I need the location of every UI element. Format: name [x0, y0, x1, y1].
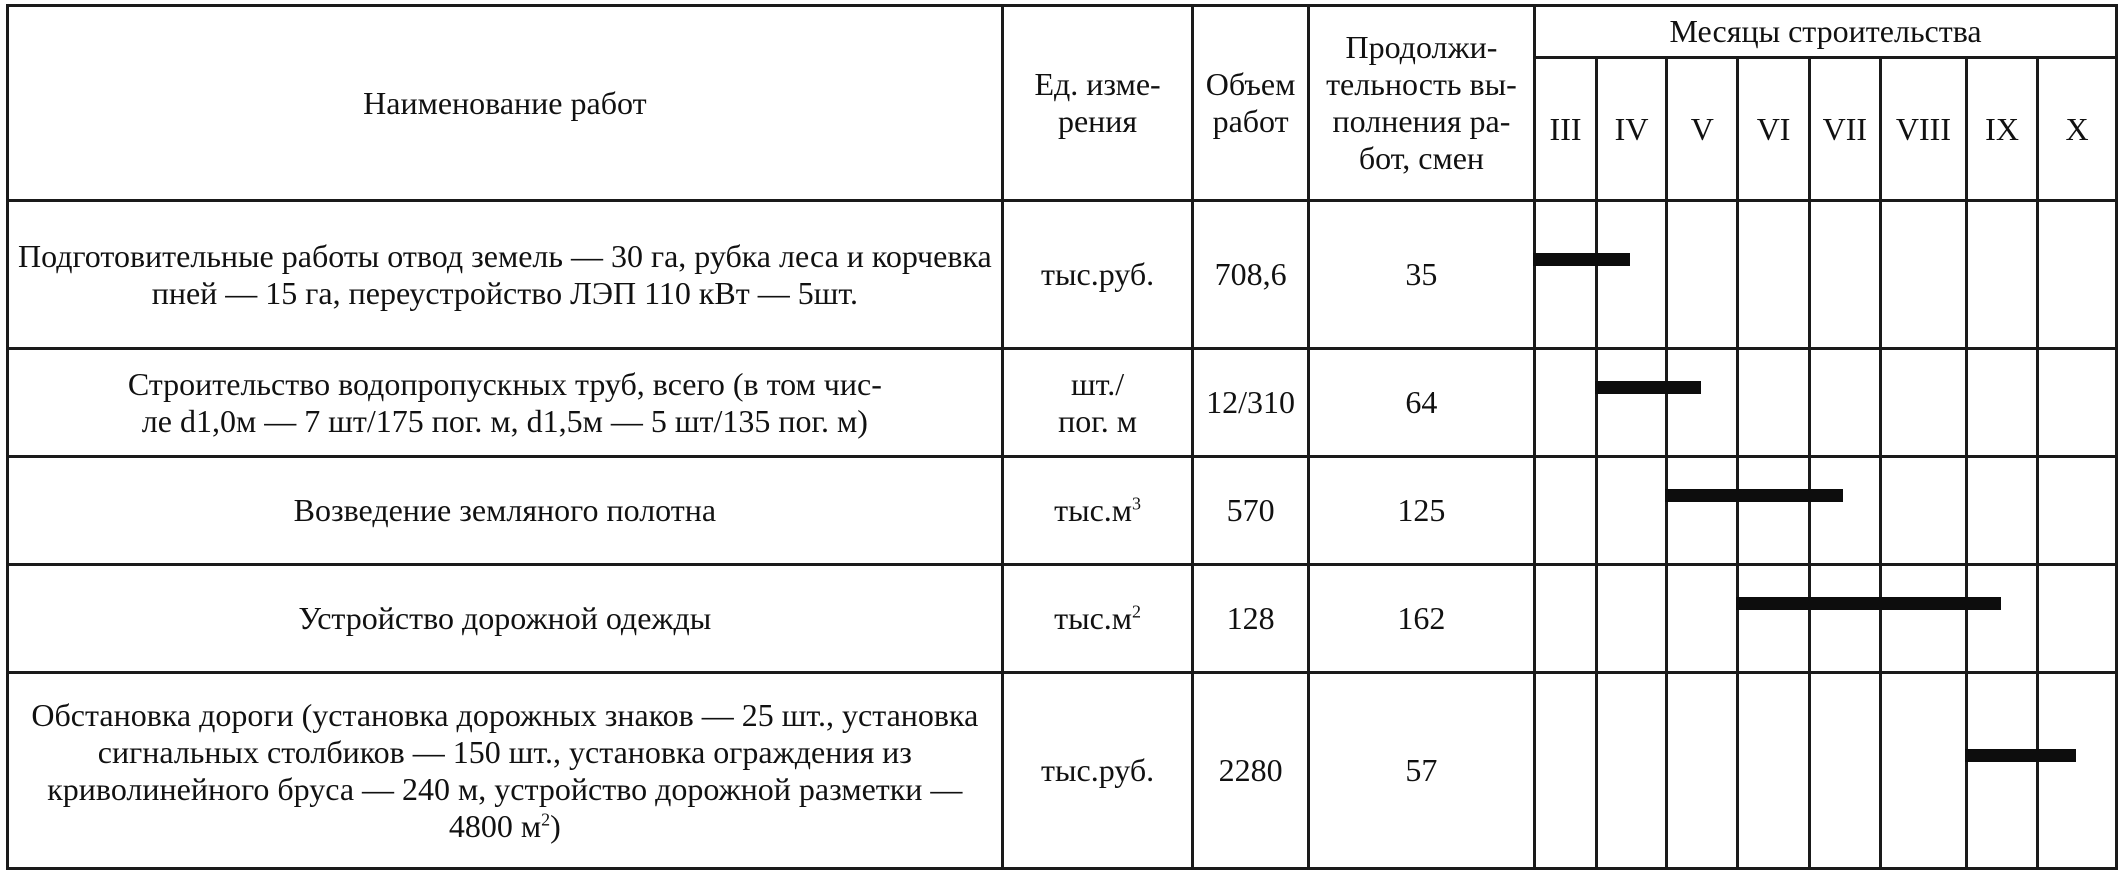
work-duration: 57 — [1308, 673, 1534, 869]
header-work-name: Наименование работ — [8, 6, 1003, 201]
table-row — [8, 201, 2117, 349]
month-header: VI — [1738, 58, 1809, 201]
gantt-bar — [1736, 597, 2000, 610]
work-duration: 64 — [1308, 349, 1534, 457]
month-header: VII — [1809, 58, 1880, 201]
month-divider — [2036, 566, 2039, 671]
month-divider — [1665, 202, 1668, 347]
month-header: V — [1667, 58, 1738, 201]
gantt-track — [1536, 202, 2115, 347]
header-unit: Ед. изме- рения — [1002, 6, 1193, 201]
month-divider — [1808, 350, 1811, 455]
month-divider — [1736, 674, 1739, 867]
month-divider — [1965, 566, 1968, 671]
gantt-bar — [1665, 489, 1843, 502]
month-divider — [1808, 674, 1811, 867]
month-divider — [1736, 202, 1739, 347]
work-name: Устройство дорожной одежды — [8, 565, 1003, 673]
gantt-cell — [1535, 457, 2117, 565]
work-volume: 128 — [1193, 565, 1308, 673]
month-header: IV — [1596, 58, 1666, 201]
gantt-cell — [1535, 201, 2117, 349]
gantt-cell — [1535, 349, 2117, 457]
gantt-track — [1536, 350, 2115, 455]
month-divider — [1965, 458, 1968, 563]
month-divider — [1808, 458, 1811, 563]
work-volume: 708,6 — [1193, 201, 1308, 349]
month-divider — [1879, 350, 1882, 455]
month-divider — [1965, 674, 1968, 867]
month-divider — [1595, 350, 1598, 455]
month-header: VIII — [1880, 58, 1966, 201]
work-unit: тыс.руб. — [1002, 201, 1193, 349]
month-divider — [1665, 674, 1668, 867]
work-volume: 570 — [1193, 457, 1308, 565]
gantt-bar — [1533, 253, 1630, 266]
month-divider — [1595, 566, 1598, 671]
work-name: Обстановка дороги (установка дорожных знаков — 25 шт., установка сигнальных столбиков — 150 шт., установка ограждения из криволинейного бруса — 240 м, устройство дорожной разметки — 4800 $м^2$) — [8, 673, 1003, 869]
work-unit: $тыс.м^2$ — [1002, 565, 1193, 673]
month-divider — [1965, 202, 1968, 347]
month-divider — [1736, 458, 1739, 563]
month-divider — [1736, 566, 1739, 671]
month-divider — [1736, 350, 1739, 455]
header-volume: Объем работ — [1193, 6, 1308, 201]
month-divider — [1595, 458, 1598, 563]
month-divider — [1879, 202, 1882, 347]
gantt-cell — [1535, 565, 2117, 673]
work-volume: 2280 — [1193, 673, 1308, 869]
month-header: X — [2038, 58, 2117, 201]
header-duration: Продолжи- тельность вы- полнения ра- бот, смен — [1308, 6, 1534, 201]
month-divider — [1665, 566, 1668, 671]
month-divider — [1808, 202, 1811, 347]
month-divider — [1879, 458, 1882, 563]
work-name: Возведение земляного полотна — [8, 457, 1003, 565]
gantt-track — [1536, 458, 2115, 563]
table-row — [8, 457, 2117, 565]
gantt-cell — [1535, 673, 2117, 869]
work-unit: тыс.руб. — [1002, 673, 1193, 869]
work-unit: $тыс.м^3$ — [1002, 457, 1193, 565]
table-row — [8, 673, 2117, 869]
month-divider — [1879, 566, 1882, 671]
gantt-bar — [1965, 749, 2076, 762]
month-divider — [2036, 674, 2039, 867]
month-header: IX — [1966, 58, 2037, 201]
month-divider — [1965, 350, 1968, 455]
month-divider — [1808, 566, 1811, 671]
work-volume: 12/310 — [1193, 349, 1308, 457]
gantt-bar — [1595, 381, 1701, 394]
work-unit: шт./ пог. м — [1002, 349, 1193, 457]
table-row — [8, 349, 2117, 457]
header-months-title: Месяцы строительства — [1535, 6, 2117, 58]
month-divider — [1595, 202, 1598, 347]
work-name: Строительство водопропускных труб, всего (в том чис- ле d1,0м — 7 шт/175 пог. м, d1,5м — 5 шт/135 пог. м) — [8, 349, 1003, 457]
work-duration: 35 — [1308, 201, 1534, 349]
month-divider — [2036, 458, 2039, 563]
month-divider — [1879, 674, 1882, 867]
month-divider — [2036, 202, 2039, 347]
table-row — [8, 565, 2117, 673]
schedule-table — [6, 4, 2118, 870]
work-duration: 125 — [1308, 457, 1534, 565]
gantt-track — [1536, 566, 2115, 671]
work-duration: 162 — [1308, 565, 1534, 673]
month-divider — [1665, 350, 1668, 455]
month-divider — [1665, 458, 1668, 563]
month-divider — [1595, 674, 1598, 867]
month-divider — [2036, 350, 2039, 455]
work-name: Подготовительные работы отвод земель — 30 га, рубка леса и корчевка пней — 15 га, переустройство ЛЭП 110 кВт — 5шт. — [8, 201, 1003, 349]
month-header: III — [1535, 58, 1597, 201]
gantt-track — [1536, 674, 2115, 867]
